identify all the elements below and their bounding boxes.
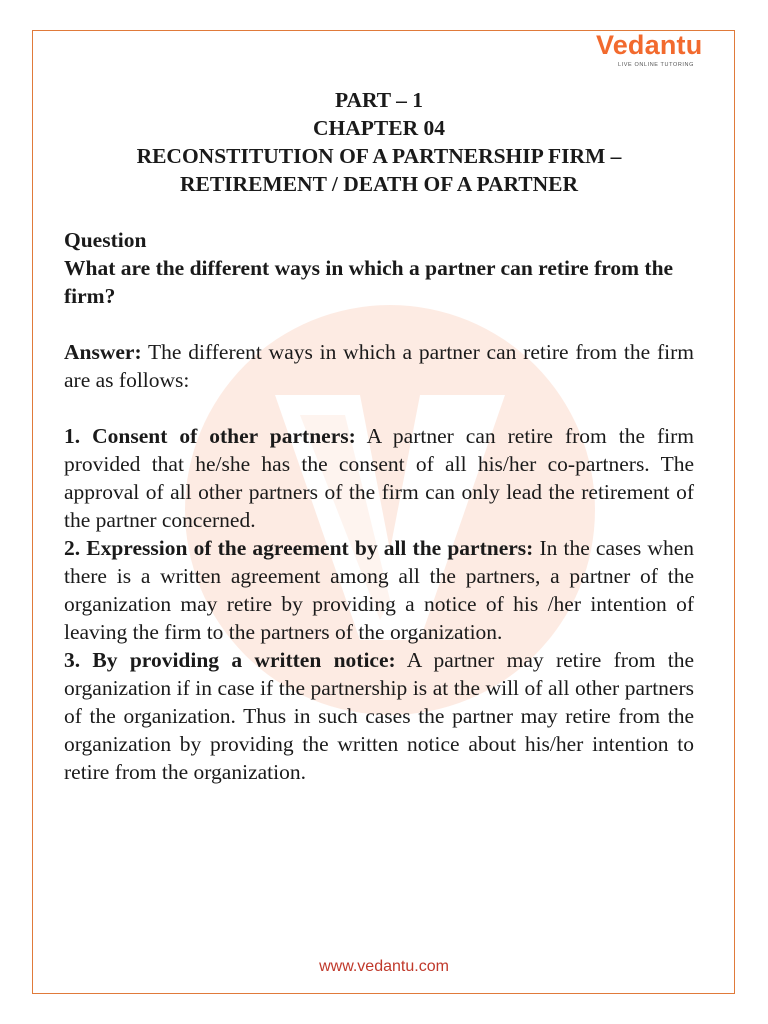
point-item [64, 534, 694, 646]
question-label: Question [64, 228, 147, 252]
point-item [64, 422, 694, 534]
chapter-label: CHAPTER 04 [313, 116, 445, 140]
question-block [64, 226, 694, 310]
point-text: In the cases when there is a written agreement among all the partners, a partner of the organization may retire by providing a notice of his /her intention of leaving the firm to the partners of the organization. [64, 536, 694, 644]
vedantu-logo [596, 30, 706, 74]
point-title: 3. By providing a written notice: [64, 648, 396, 672]
chapter-title-line1: RECONSTITUTION OF A PARTNERSHIP FIRM – [136, 144, 622, 168]
answer-label: Answer: [64, 340, 142, 364]
logo-tagline: LIVE ONLINE TUTORING [618, 62, 694, 68]
point-title: 2. Expression of the agreement by all the partners: [64, 536, 534, 560]
document-body [64, 86, 694, 786]
chapter-title-line2: RETIREMENT / DEATH OF A PARTNER [179, 172, 579, 196]
part-label: PART – 1 [334, 88, 424, 112]
point-title: 1. Consent of other partners: [64, 424, 356, 448]
point-text: A partner may retire from the organization if in case if the partnership is at the will of all other partners of the organization. Thus in such cases the partner may retire from the organization by providing the written notice about his/her intention to retire from the organization. [64, 648, 694, 784]
chapter-heading [64, 86, 694, 198]
point-item [64, 646, 694, 786]
point-text: A partner can retire from the firm provided that he/she has the consent of all his/her co-partners. The approval of all other partners of the firm can only lead the retirement of the partner concerned. [64, 424, 695, 532]
answer-block [64, 338, 694, 394]
question-text: What are the different ways in which a partner can retire from the firm? [64, 256, 674, 308]
footer-url[interactable]: www.vedantu.com [319, 958, 449, 975]
logo-wordmark: Vedantu [596, 30, 703, 60]
points-list [64, 422, 694, 786]
answer-text: The different ways in which a partner can retire from the firm are as follows: [64, 340, 694, 392]
